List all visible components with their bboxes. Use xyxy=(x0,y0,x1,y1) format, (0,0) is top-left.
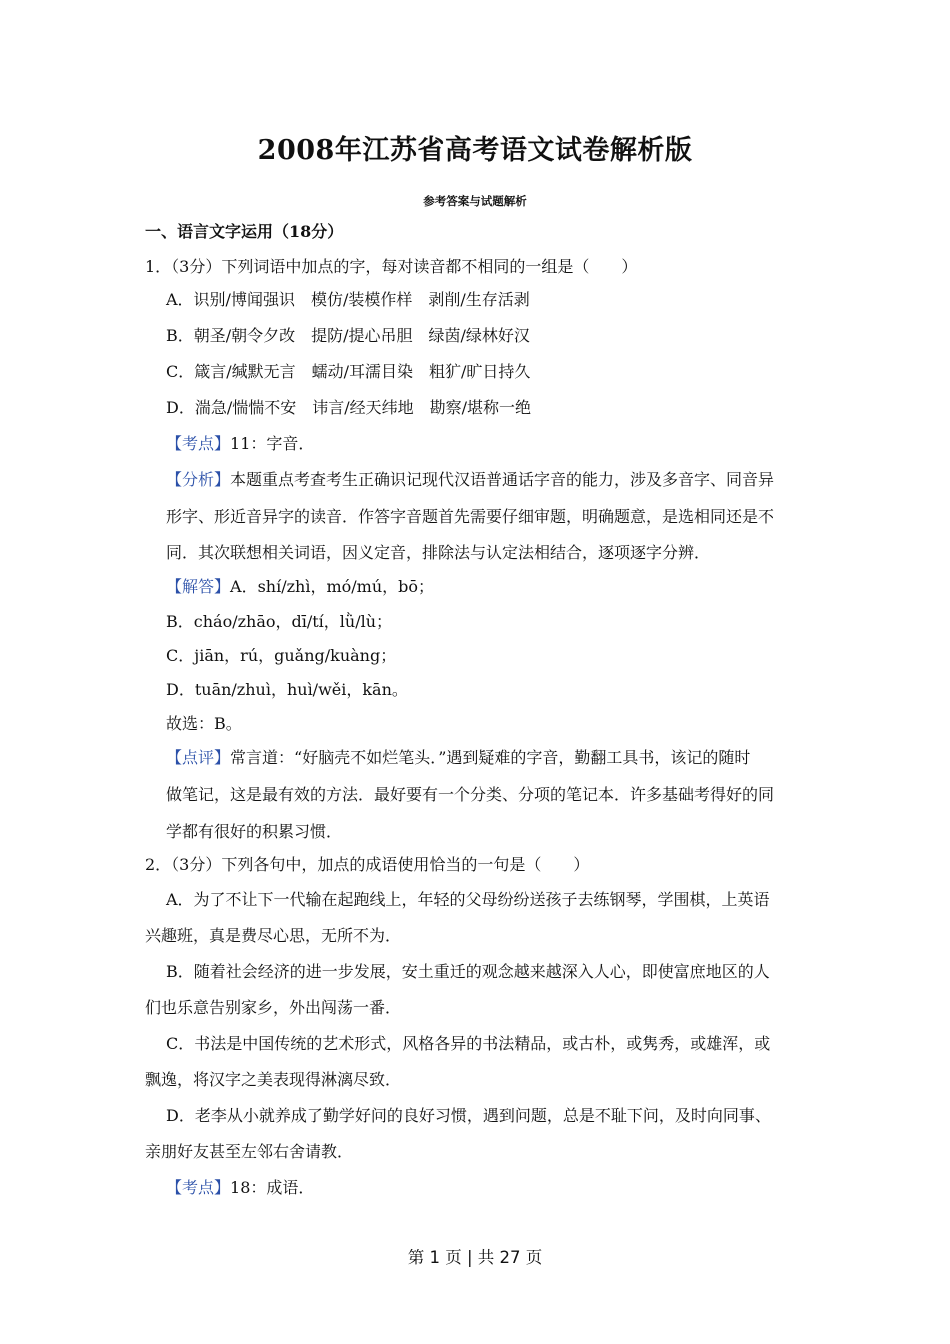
question-1-option-d: D．湍急/惴惴不安 讳言/经天纬地 勘察/堪称一绝 xyxy=(166,398,532,417)
kaodian-text-2: 18：成语． xyxy=(230,1178,315,1197)
question-2-option-b-line-1: B．随着社会经济的进一步发展，安土重迁的观念越来越深入人心，即使富庶地区的人 xyxy=(166,962,770,981)
question-1-dianping-line-2: 做笔记，这是最有效的方法．最好要有一个分类、分项的笔记本．许多基础考得好的同 xyxy=(166,785,775,804)
question-1-jieda-d: D．tuān/zhuì，huì/wěi，kān。 xyxy=(166,680,408,699)
question-2-kaodian xyxy=(166,1178,314,1198)
question-1-option-c: C．箴言/缄默无言 蠕动/耳濡目染 粗犷/旷日持久 xyxy=(166,362,531,381)
question-1-option-a: A．识别/博闻强识 模仿/装模作样 剥削/生存活剥 xyxy=(166,290,530,309)
question-1-dianping-line-3: 学都有很好的积累习惯． xyxy=(166,822,343,841)
fenxi-tag: 【分析】 xyxy=(166,470,231,489)
question-1-fenxi-line-3: 同．其次联想相关词语，因义定音，排除法与认定法相结合，逐项逐字分辨． xyxy=(166,543,711,562)
question-1-fenxi-line-1 xyxy=(166,470,774,490)
kaodian-text: 11：字音． xyxy=(230,434,315,453)
question-2-option-d-line-1: D．老李从小就养成了勤学好问的良好习惯，遇到问题，总是不耻下问，及时向同事、 xyxy=(166,1106,771,1125)
question-2-stem: 2．（3分）下列各句中，加点的成语使用恰当的一句是（ ） xyxy=(145,855,590,874)
jieda-tag: 【解答】 xyxy=(166,577,231,596)
question-1-dianping-line-1 xyxy=(166,748,750,768)
question-1-stem: 1．（3分）下列词语中加点的字，每对读音都不相同的一组是（ ） xyxy=(145,257,638,276)
question-2-option-a-line-1: A．为了不让下一代输在起跑线上，年轻的父母纷纷送孩子去练钢琴，学围棋，上英语 xyxy=(166,890,770,909)
question-2-option-d-line-2: 亲朋好友甚至左邻右舍请教． xyxy=(145,1142,354,1161)
question-1-jieda-b: B．cháo/zhāo，dī/tí，lǜ/lù； xyxy=(166,612,393,631)
question-2-option-b-line-2: 们也乐意告别家乡，外出闯荡一番． xyxy=(145,998,402,1017)
section-heading: 一、语言文字运用（18分） xyxy=(145,222,344,241)
question-1-answer: 故选：B。 xyxy=(166,714,242,733)
document-title: 2008年江苏省高考语文试卷解析版 xyxy=(257,135,693,166)
question-1-jieda-c: C．jiān，rú，guǎng/kuàng； xyxy=(166,646,397,665)
fenxi-text-1: 本题重点考查考生正确识记现代汉语普通话字音的能力，涉及多音字、同音异 xyxy=(230,470,775,489)
question-2-option-c-line-2: 飘逸，将汉字之美表现得淋漓尽致． xyxy=(145,1070,402,1089)
question-1-kaodian xyxy=(166,434,314,454)
question-2-option-c-line-1: C．书法是中国传统的艺术形式，风格各异的书法精品，或古朴，或隽秀，或雄浑，或 xyxy=(166,1034,771,1053)
kaodian-tag: 【考点】 xyxy=(166,434,231,453)
dianping-text-1: 常言道：“好脑壳不如烂笔头．”遇到疑难的字音，勤翻工具书，该记的随时 xyxy=(230,748,751,767)
question-2-option-a-line-2: 兴趣班，真是费尽心思，无所不为． xyxy=(145,926,402,945)
question-1-option-b: B．朝圣/朝令夕改 提防/提心吊胆 绿茵/绿林好汉 xyxy=(166,326,530,345)
dianping-tag: 【点评】 xyxy=(166,748,231,767)
document-subtitle: 参考答案与试题解析 xyxy=(423,194,527,208)
jieda-text-a: A．shí/zhì，mó/mú，bō； xyxy=(230,577,434,596)
question-1-fenxi-line-2: 形字、形近音异字的读音．作答字音题首先需要仔细审题，明确题意，是选相同还是不 xyxy=(166,507,775,526)
page-footer: 第 1 页 | 共 27 页 xyxy=(407,1248,543,1267)
kaodian-tag-2: 【考点】 xyxy=(166,1178,231,1197)
question-1-jieda-a xyxy=(166,577,434,597)
